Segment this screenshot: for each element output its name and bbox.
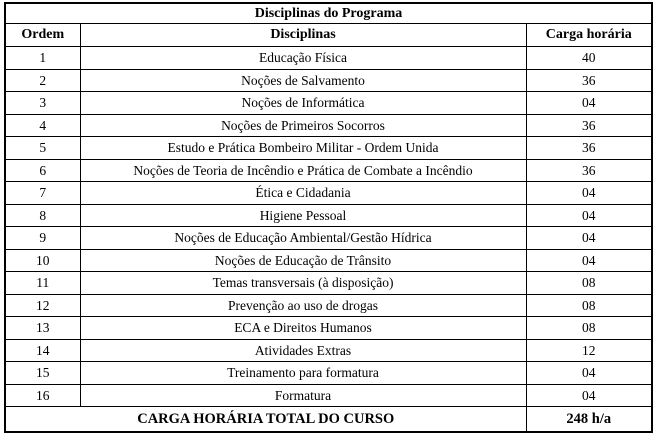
table-body [5,3,652,432]
table-row [5,137,652,160]
cell-ordem: 10 [5,249,80,272]
cell-carga-horaria: 36 [526,137,652,160]
cell-disciplina: Prevenção ao uso de drogas [80,294,526,317]
cell-carga-horaria: 08 [526,317,652,340]
column-header-ordem: Ordem [5,24,80,47]
cell-carga-horaria: 40 [526,47,652,70]
table-row [5,69,652,92]
cell-disciplina: Noções de Primeiros Socorros [80,114,526,137]
table-title-row [5,3,652,24]
cell-disciplina: Educação Física [80,47,526,70]
cell-ordem: 13 [5,317,80,340]
cell-carga-horaria: 36 [526,114,652,137]
cell-ordem: 7 [5,182,80,205]
cell-ordem: 16 [5,384,80,407]
table-header-row [5,24,652,47]
cell-carga-horaria: 08 [526,272,652,295]
cell-carga-horaria: 04 [526,204,652,227]
cell-carga-horaria: 04 [526,182,652,205]
cell-ordem: 8 [5,204,80,227]
cell-disciplina: Noções de Educação Ambiental/Gestão Hídrica [80,227,526,250]
total-label: CARGA HORÁRIA TOTAL DO CURSO [5,407,526,433]
cell-carga-horaria: 04 [526,384,652,407]
table-row [5,114,652,137]
table-row [5,339,652,362]
cell-carga-horaria: 04 [526,362,652,385]
table-title: Disciplinas do Programa [5,3,652,24]
cell-disciplina: Estudo e Prática Bombeiro Militar - Ordem Unida [80,137,526,160]
table-row [5,159,652,182]
table-row [5,249,652,272]
table-row [5,272,652,295]
cell-ordem: 2 [5,69,80,92]
cell-ordem: 12 [5,294,80,317]
cell-carga-horaria: 36 [526,69,652,92]
cell-ordem: 11 [5,272,80,295]
table-row [5,294,652,317]
column-header-disciplinas: Disciplinas [80,24,526,47]
cell-carga-horaria: 36 [526,159,652,182]
cell-disciplina: Formatura [80,384,526,407]
total-value: 248 h/a [526,407,652,433]
cell-disciplina: Treinamento para formatura [80,362,526,385]
cell-disciplina: ECA e Direitos Humanos [80,317,526,340]
cell-ordem: 3 [5,92,80,115]
cell-ordem: 5 [5,137,80,160]
cell-disciplina: Noções de Salvamento [80,69,526,92]
cell-ordem: 4 [5,114,80,137]
table-row [5,47,652,70]
cell-carga-horaria: 04 [526,249,652,272]
cell-ordem: 15 [5,362,80,385]
cell-carga-horaria: 04 [526,92,652,115]
cell-ordem: 9 [5,227,80,250]
table-row [5,204,652,227]
program-disciplines-table [4,2,653,433]
cell-carga-horaria: 08 [526,294,652,317]
table-row [5,362,652,385]
table-row [5,384,652,407]
cell-disciplina: Atividades Extras [80,339,526,362]
table-row [5,92,652,115]
cell-ordem: 6 [5,159,80,182]
cell-carga-horaria: 12 [526,339,652,362]
cell-disciplina: Noções de Teoria de Incêndio e Prática de Combate a Incêndio [80,159,526,182]
cell-disciplina: Temas transversais (à disposição) [80,272,526,295]
column-header-carga-horaria: Carga horária [526,24,652,47]
table-row [5,182,652,205]
table-total-row [5,407,652,433]
cell-disciplina: Noções de Informática [80,92,526,115]
table-row [5,317,652,340]
cell-ordem: 1 [5,47,80,70]
cell-disciplina: Noções de Educação de Trânsito [80,249,526,272]
cell-disciplina: Higiene Pessoal [80,204,526,227]
table-row [5,227,652,250]
cell-carga-horaria: 04 [526,227,652,250]
cell-ordem: 14 [5,339,80,362]
cell-disciplina: Ética e Cidadania [80,182,526,205]
